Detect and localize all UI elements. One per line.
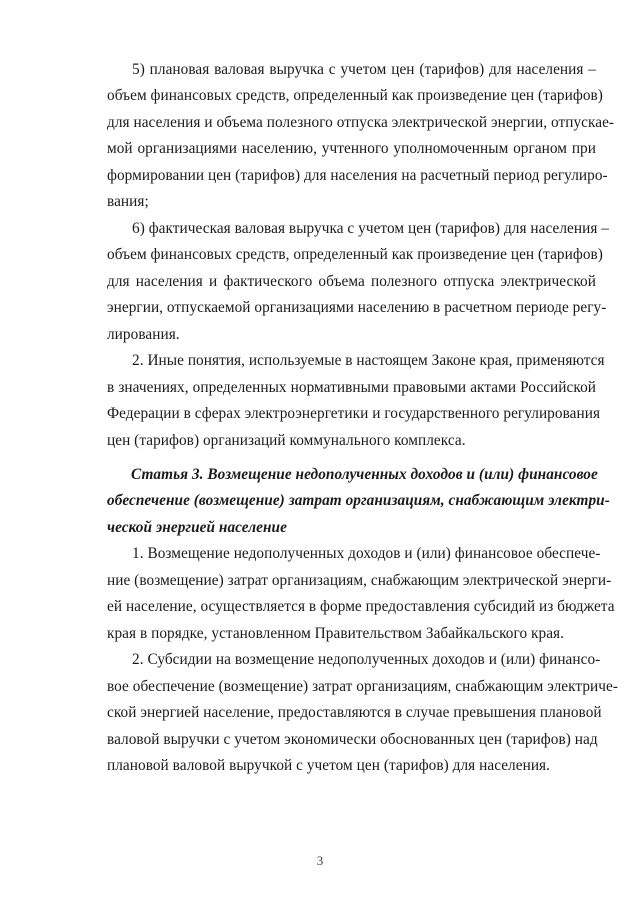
paragraph-line: 2. Иные понятия, используемые в настоящем Законе края, применяются [132,352,605,369]
paragraph-line: 2. Субсидии на возмещение недополученных доходов и (или) финансо- [132,651,601,668]
paragraph-line: цен (тарифов) организаций коммунального комплекса. [107,432,466,449]
paragraph-line: 5) плановая валовая выручка с учетом цен (тарифов) для населения – [132,61,596,78]
paragraph-line: плановой валовой выручкой с учетом цен (тарифов) для населения. [107,757,551,774]
paragraph-line: валовой выручки с учетом экономически обоснованных цен (тарифов) над [107,731,598,748]
paragraph-line: в значениях, определенных нормативными правовыми актами Российской [107,379,596,396]
article-heading-line: Статья 3. Возмещение недополученных доходов и (или) финансовое [131,466,598,483]
paragraph-line: для населения и объема полезного отпуска электрической энергии, отпускае- [107,114,615,131]
page-number: 3 [316,853,324,868]
paragraph-line: лирования. [107,326,180,343]
paragraph-line: Федерации в сферах электроэнергетики и государственного регулирования [107,405,601,422]
article-heading-line: ческой энергией население [107,519,287,536]
paragraph-line: мой организациями населению, учтенного уполномоченным органом при [107,140,596,157]
paragraph-line: энергии, отпускаемой организациями населению в расчетном периоде регу- [107,299,607,316]
paragraph-line: вания; [107,193,149,210]
paragraph-line: формировании цен (тарифов) для населения на расчетный период регулиро- [107,167,608,184]
paragraph-line: 6) фактическая валовая выручка с учетом цен (тарифов) для населения – [132,220,610,237]
paragraph-line: вое обеспечение (возмещение) затрат организациям, снабжающим электриче- [107,678,618,695]
paragraph-line: края в порядке, установленном Правительством Забайкальского края. [107,625,564,642]
paragraph-line: ской энергией население, предоставляются в случае превышения плановой [107,704,602,721]
article-heading-line: обеспечение (возмещение) затрат организациям, снабжающим электри- [107,492,610,509]
paragraph-line: объем финансовых средств, определенный как произведение цен (тарифов) [107,246,603,263]
paragraph-line: объем финансовых средств, определенный как произведение цен (тарифов) [107,87,603,104]
paragraph-line: для населения и фактического объема полезного отпуска электрической [107,273,596,290]
paragraph-line: ей население, осуществляется в форме предоставления субсидий из бюджета [107,598,615,615]
paragraph-line: ние (возмещение) затрат организациям, снабжающим электрической энерги- [107,572,612,589]
paragraph-line: 1. Возмещение недополученных доходов и (или) финансовое обеспече- [132,545,601,562]
